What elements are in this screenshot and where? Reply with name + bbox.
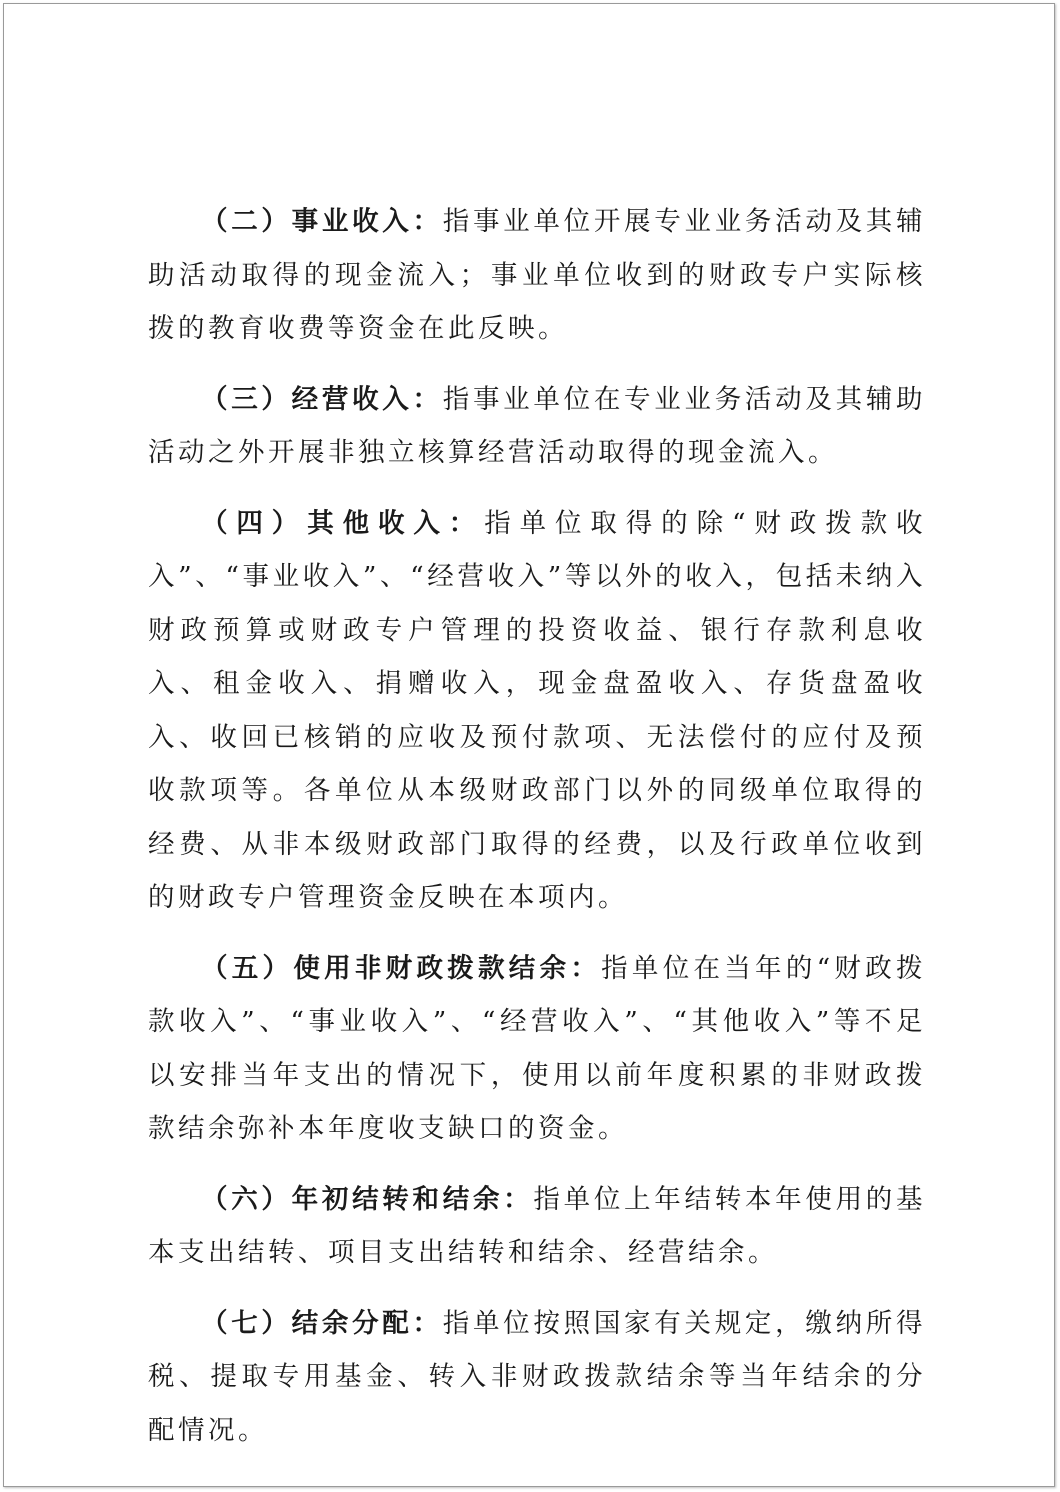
paragraph-heading: （二）事业收入：: [201, 206, 443, 237]
paragraph-heading: （三）经营收入：: [201, 383, 443, 415]
paragraph-text: 指单位按照国家有关规定，缴纳所得税、提取专用基金、转入非财政拨款结余等当年结余的分配情况。: [148, 1307, 927, 1446]
paragraph-text: 指单位取得的除“财政拨款收入”、“事业收入”、“经营收入”等以外的收入，包括未纳入财政预算或财政专户管理的投资收益、银行存款利息收入、租金收入、捐赠收入，现金盘盈收入、存货盘盈收入、收回已核销的应收及预付款项、无法偿付的应付及预收款项等。各单位从本级财政部门以外的同级单位取得的经费、从非本级财政部门取得的经费，以及行政单位收到的财政专户管理资金反映在本项内。: [148, 507, 926, 913]
paragraph-opening-carryover: [148, 1173, 926, 1280]
paragraph-operating-income: [148, 373, 926, 480]
document-body: [148, 195, 926, 1474]
paragraph-text: 指事业单位在专业业务活动及其辅助活动之外开展非独立核算经营活动取得的现金流入。: [148, 383, 927, 468]
paragraph-text: 指事业单位开展专业业务活动及其辅助活动取得的现金流入；事业单位收到的财政专户实际核拨的教育收费等资金在此反映。: [148, 206, 927, 344]
paragraph-non-fiscal-surplus-use: [148, 942, 926, 1156]
paragraph-heading: （七）结余分配：: [201, 1307, 443, 1339]
paragraph-surplus-distribution: [148, 1297, 926, 1458]
paragraph-heading: （六）年初结转和结余：: [201, 1183, 534, 1215]
paragraph-other-income: [148, 497, 926, 925]
paragraph-heading: （五）使用非财政拨款结余：: [201, 952, 602, 984]
paragraph-heading: （四）其他收入：: [201, 507, 485, 539]
paragraph-business-income: [148, 195, 926, 356]
paragraph-text: 指单位上年结转本年使用的基本支出结转、项目支出结转和结余、经营结余。: [148, 1183, 927, 1268]
paragraph-text: 指单位在当年的“财政拨款收入”、“事业收入”、“经营收入”、“其他收入”等不足以安排当年支出的情况下，使用以前年度积累的非财政拨款结余弥补本年度收支缺口的资金。: [148, 952, 926, 1144]
